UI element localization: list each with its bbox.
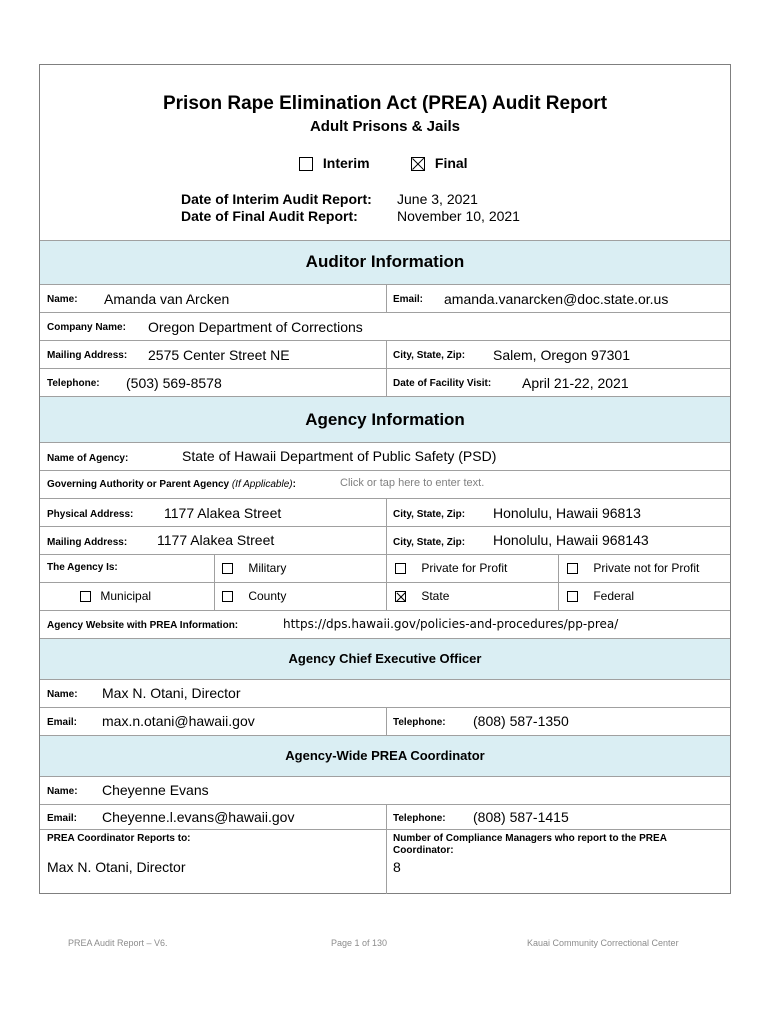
state-checkbox-checked[interactable] (395, 591, 406, 602)
agency-type-label: The Agency Is: (47, 562, 118, 573)
auditor-mailing-label: Mailing Address: (47, 350, 128, 361)
governing-authority-input[interactable]: Click or tap here to enter text. (340, 477, 485, 489)
municipal-checkbox[interactable] (80, 591, 91, 602)
agency-name: State of Hawaii Department of Public Safety (PSD) (182, 448, 497, 464)
private-nonprofit-label: Private not for Profit (593, 561, 700, 575)
audit-report-form (39, 64, 731, 894)
coordinator-name: Cheyenne Evans (102, 782, 209, 798)
auditor-name: Amanda van Arcken (104, 291, 230, 307)
agency-mailing-label: Mailing Address: (47, 537, 128, 548)
agency-heading: Agency Information (305, 410, 465, 429)
final-date: November 10, 2021 (397, 208, 520, 224)
ceo-name-label: Name: (47, 689, 78, 700)
auditor-phone: (503) 569-8578 (126, 375, 222, 391)
interim-date: June 3, 2021 (397, 191, 478, 207)
type-federal-option[interactable] (567, 589, 634, 603)
auditor-city-label: City, State, Zip: (393, 350, 466, 361)
agency-section-header (40, 397, 730, 442)
type-municipal-option[interactable] (80, 589, 151, 603)
website-label: Agency Website with PREA Information: (47, 620, 239, 631)
type-private-profit-option[interactable] (395, 561, 507, 575)
private-profit-label: Private for Profit (421, 561, 508, 575)
coordinator-email: Cheyenne.l.evans@hawaii.gov (102, 809, 295, 825)
auditor-section-header (40, 241, 730, 284)
auditor-email: amanda.vanarcken@doc.state.or.us (444, 291, 669, 307)
type-state-option[interactable] (395, 589, 449, 603)
mailing-city-label: City, State, Zip: (393, 537, 466, 548)
military-label: Military (248, 561, 287, 575)
auditor-name-label: Name: (47, 294, 78, 305)
auditor-mailing-address: 2575 Center Street NE (148, 347, 290, 363)
military-checkbox[interactable] (222, 563, 233, 574)
coordinator-email-label: Email: (47, 813, 78, 824)
footer-page-number: Page 1 of 130 (331, 938, 388, 948)
municipal-label: Municipal (100, 589, 152, 603)
ceo-email-label: Email: (47, 717, 78, 728)
reports-to-label: PREA Coordinator Reports to: (47, 833, 191, 844)
physical-address: 1177 Alakea Street (164, 505, 282, 521)
compliance-managers-label: Number of Compliance Managers who report to the PREA Coordinator: (393, 833, 667, 856)
type-military-option[interactable] (222, 561, 286, 575)
county-label: County (248, 589, 287, 603)
final-checkbox-checked[interactable] (411, 157, 425, 171)
facility-visit-label: Date of Facility Visit: (393, 378, 492, 389)
auditor-email-label: Email: (393, 294, 424, 305)
ceo-heading: Agency Chief Executive Officer (288, 651, 482, 666)
coordinator-section-header (40, 736, 730, 776)
ceo-phone-label: Telephone: (393, 717, 446, 728)
county-checkbox[interactable] (222, 591, 233, 602)
private-nonprofit-checkbox[interactable] (567, 563, 578, 574)
footer-version: PREA Audit Report – V6. (68, 938, 168, 948)
facility-visit-date: April 21-22, 2021 (522, 375, 629, 391)
compliance-managers-count: 8 (393, 859, 401, 875)
report-title: Prison Rape Elimination Act (PREA) Audit Report (162, 93, 608, 114)
auditor-heading: Auditor Information (305, 252, 465, 271)
physical-address-label: Physical Address: (47, 509, 134, 520)
type-private-nonprofit-option[interactable] (567, 561, 699, 575)
ceo-section-header (40, 639, 730, 679)
reports-to: Max N. Otani, Director (47, 859, 186, 875)
ceo-email: max.n.otani@hawaii.gov (102, 713, 255, 729)
type-county-option[interactable] (222, 589, 286, 603)
state-label: State (421, 589, 450, 603)
final-label: Final (434, 155, 468, 171)
governing-authority-label: Governing Authority or Parent Agency (If Applicable): (47, 479, 296, 490)
private-profit-checkbox[interactable] (395, 563, 406, 574)
interim-date-label: Date of Interim Audit Report: (181, 191, 372, 207)
coordinator-phone-label: Telephone: (393, 813, 446, 824)
ceo-phone: (808) 587-1350 (473, 713, 569, 729)
physical-city: Honolulu, Hawaii 96813 (493, 505, 641, 521)
federal-checkbox[interactable] (567, 591, 578, 602)
federal-label: Federal (593, 589, 635, 603)
auditor-phone-label: Telephone: (47, 378, 100, 389)
ceo-name: Max N. Otani, Director (102, 685, 241, 701)
interim-option[interactable] (299, 155, 370, 171)
report-subtitle: Adult Prisons & Jails (309, 118, 461, 135)
coordinator-name-label: Name: (47, 786, 78, 797)
auditor-city: Salem, Oregon 97301 (493, 347, 630, 363)
agency-mailing-address: 1177 Alakea Street (157, 532, 275, 548)
company-name-label: Company Name: (47, 322, 126, 333)
company-name: Oregon Department of Corrections (148, 319, 363, 335)
agency-name-label: Name of Agency: (47, 453, 129, 464)
interim-label: Interim (322, 155, 370, 171)
agency-website-link[interactable]: https://dps.hawaii.gov/policies-and-procedures/pp-prea/ (283, 617, 619, 631)
final-option[interactable] (411, 155, 468, 171)
physical-city-label: City, State, Zip: (393, 509, 466, 520)
coordinator-heading: Agency-Wide PREA Coordinator (285, 748, 485, 763)
interim-checkbox[interactable] (299, 157, 313, 171)
coordinator-phone: (808) 587-1415 (473, 809, 569, 825)
mailing-city: Honolulu, Hawaii 968143 (493, 532, 649, 548)
final-date-label: Date of Final Audit Report: (181, 208, 358, 224)
footer-facility-name: Kauai Community Correctional Center (527, 938, 679, 948)
